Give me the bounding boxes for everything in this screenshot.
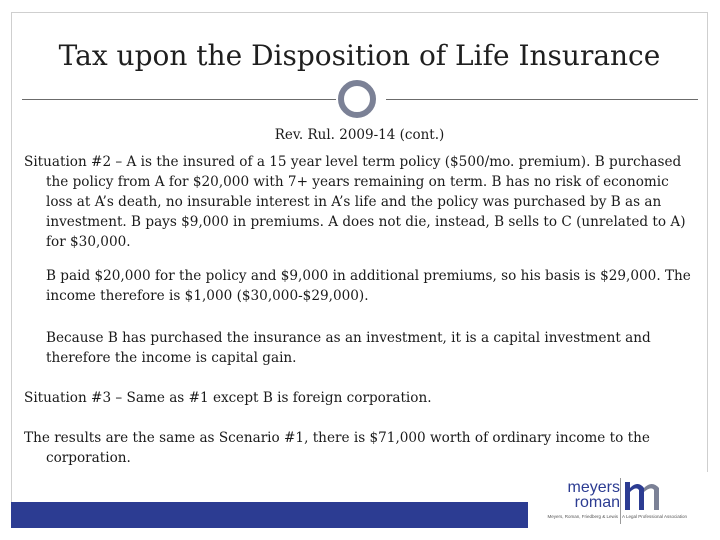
logo-tagline-right: A Legal Professional Association [622, 514, 688, 519]
slide-subtitle: Rev. Rul. 2009-14 (cont.) [274, 127, 445, 143]
logo-divider [620, 478, 621, 524]
logo-name-line1: meyers [567, 479, 620, 496]
logo-m-mark-icon [624, 480, 662, 512]
footer-bar [11, 502, 528, 528]
logo-wordmark [550, 480, 620, 510]
paragraph-capital-gain: Because B has purchased the insurance as an investment, it is a capital investment and therefore the income is capital gain. [46, 330, 651, 366]
title-divider-left [22, 99, 336, 100]
firm-logo [528, 472, 708, 528]
paragraph-basis: B paid $20,000 for the policy and $9,000 in additional premiums, so his basis is $29,000. The income therefore is $1,000 ($30,000-$29,000). [46, 268, 691, 304]
logo-tagline-left: Meyers, Roman, Friedberg & Lewis [547, 514, 618, 519]
slide-body [24, 152, 692, 468]
paragraph-situation-3: Situation #3 – Same as #1 except B is foreign corporation. [24, 390, 432, 406]
logo-name-line2: roman [574, 494, 620, 511]
paragraph-situation-2: Situation #2 – A is the insured of a 15 year level term policy ($500/mo. premium). B purchased the policy from A for $20,000 with 7+ years remaining on term. B has no risk of economic loss at A’s death, no insurable interest in A’s life and the policy was purchased by B as an investment. B pays $9,000 in premiums. A does not die, instead, B sells to C (unrelated to A) for $30,000. [24, 154, 686, 250]
circle-ornament-icon [338, 80, 376, 118]
paragraph-results: The results are the same as Scenario #1, there is $71,000 worth of ordinary income to the corporation. [24, 430, 650, 466]
slide-title: Tax upon the Disposition of Life Insurance [58, 39, 661, 72]
title-divider-right [386, 99, 698, 100]
